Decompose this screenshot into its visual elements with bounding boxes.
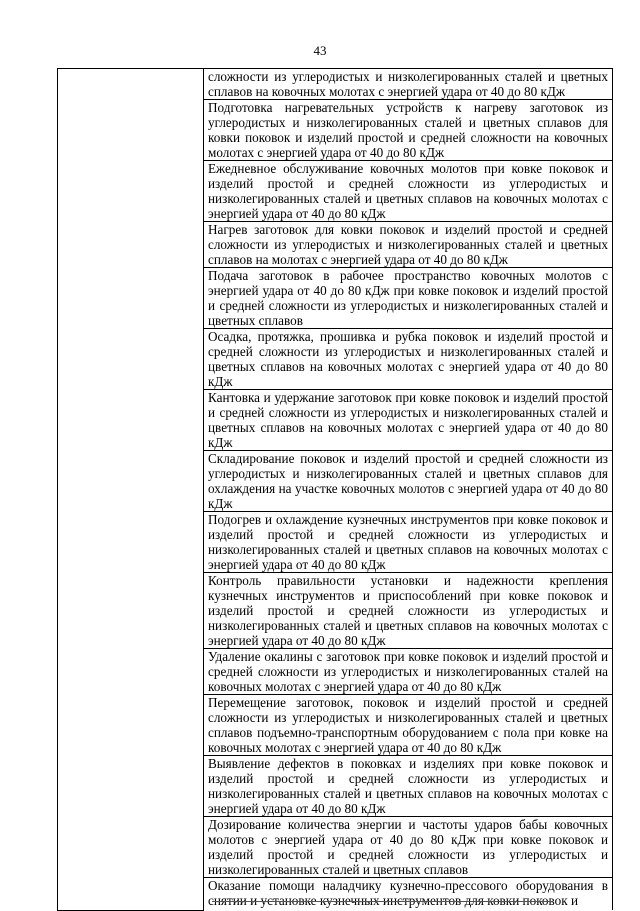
- action-text: Осадка, протяжка, прошивка и рубка поковок и изделий простой и средней сложности из углеродистых и низколегированных сталей и цветных сплавов на ковочных молотах с энергией удара от 40 до 80 кДж: [208, 329, 608, 389]
- table-row: [58, 69, 613, 100]
- action-cell: [204, 100, 613, 161]
- action-text: Удаление окалины с заготовок при ковке поковок и изделий простой и средней сложности из углеродистых и низколегированных сталей на ковочных молотах с энергией удара от 40 до 80 кДж: [208, 649, 608, 694]
- action-cell: [204, 512, 613, 573]
- action-cell: [204, 69, 613, 100]
- action-cell: [204, 756, 613, 817]
- action-cell: [204, 695, 613, 756]
- action-cell: [204, 573, 613, 649]
- action-text: Нагрев заготовок для ковки поковок и изделий простой и средней сложности из углеродистых и низколегированных сталей и цветных сплавов на молотах с энергией удара от 40 до 80 кДж: [208, 222, 608, 267]
- action-cell: [204, 329, 613, 390]
- action-text: Подготовка нагревательных устройств к нагреву заготовок из углеродистых и низколегированных сталей и цветных сплавов для ковки поковок и изделий простой и средней сложности на ковочных молотах с энергией удара от 40 до 80 кДж: [208, 100, 608, 160]
- action-text: Дозирование количества энергии и частоты ударов бабы ковочных молотов с энергией удара от 40 до 80 кДж при ковке поковок и изделий простой и средней сложности из углеродистых и низколегированных сталей и цветных сплавов: [208, 817, 608, 877]
- action-cell: [204, 878, 613, 911]
- action-cell: [204, 268, 613, 329]
- action-cell: [204, 817, 613, 878]
- action-text: Складирование поковок и изделий простой и средней сложности из углеродистых и низколегированных сталей и цветных сплавов для охлаждения на участке ковочных молотов с энергией удара от 40 до 80 кДж: [208, 451, 608, 511]
- action-cell: [204, 649, 613, 695]
- footer-rule: [212, 901, 552, 902]
- action-text: Выявление дефектов в поковках и изделиях при ковке поковок и изделий простой и средней сложности из углеродистых и низколегированных сталей и цветных сплавов на ковочных молотах с энергией удара от 40 до 80 кДж: [208, 756, 608, 816]
- action-text: Перемещение заготовок, поковок и изделий простой и средней сложности из углеродистых и низколегированных сталей и цветных сплавов подъемно-транспортным оборудованием с пола при ковке на ковочных молотах с энергией удара от 40 до 80 кДж: [208, 695, 608, 755]
- action-cell: [204, 451, 613, 512]
- action-text: Подача заготовок в рабочее пространство ковочных молотов с энергией удара от 40 до 80 кДж при ковке поковок и изделий простой и средней сложности из углеродистых и низколегированных сталей и цветных сплавов: [208, 268, 608, 328]
- page-number: 43: [313, 43, 327, 58]
- action-text: Подогрев и охлаждение кузнечных инструментов при ковке поковок и изделий простой и средней сложности из углеродистых и низколегированных сталей и цветных сплавов на ковочных молотах с энергией удара от 40 до 80 кДж: [208, 512, 608, 572]
- labor-actions-table: [57, 68, 613, 911]
- action-text: Контроль правильности установки и надежности крепления кузнечных инструментов и приспособлений при ковке поковок и изделий простой и средней сложности из углеродистых и низколегированных сталей и цветных сплавов на ковочных молотах с энергией удара от 40 до 80 кДж: [208, 573, 608, 648]
- action-cell: [204, 390, 613, 451]
- action-text: Ежедневное обслуживание ковочных молотов при ковке поковок и изделий простой и средней сложности из углеродистых и низколегированных сталей и цветных сплавов на ковочных молотах с энергией удара от 40 до 80 кДж: [208, 161, 608, 221]
- action-text: Оказание помощи наладчику кузнечно-прессового оборудования в снятии и установке кузнечных инструментов для ковки поковок и: [208, 878, 608, 908]
- action-cell: [204, 161, 613, 222]
- action-text: сложности из углеродистых и низколегированных сталей и цветных сплавов на ковочных молотах с энергией удара от 40 до 80 кДж: [208, 69, 608, 99]
- action-text: Кантовка и удержание заготовок при ковке поковок и изделий простой и средней сложности из углеродистых и низколегированных сталей и цветных сплавов на ковочных молотах с энергией удара от 40 до 80 кДж: [208, 390, 608, 450]
- action-cell: [204, 222, 613, 268]
- left-cell: [58, 69, 204, 911]
